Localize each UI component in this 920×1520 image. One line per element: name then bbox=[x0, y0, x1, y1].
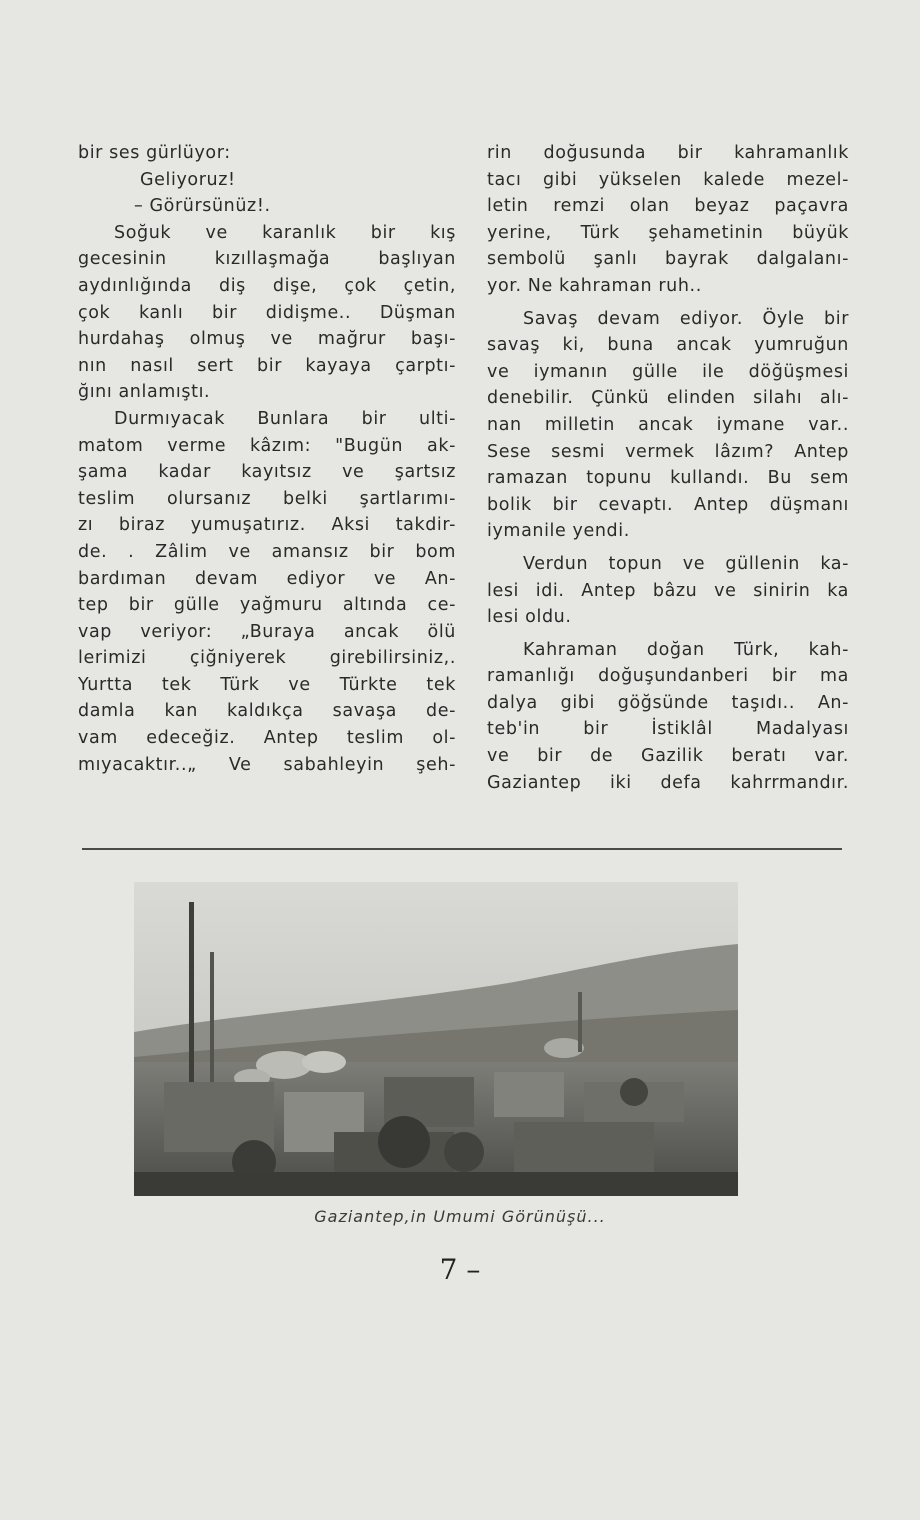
text-line: ğını anlamıştı. bbox=[78, 382, 211, 403]
text-line: ramazan topunu kullandı. Bu sem bbox=[487, 468, 849, 489]
text-line: hurdahaş olmuş ve mağrur başı- bbox=[78, 329, 456, 350]
text-line: ve bir de Gazilik beratı var. bbox=[487, 746, 849, 767]
text-line: nın nasıl sert bir kayaya çarptı- bbox=[78, 355, 456, 376]
paragraph-start-line: Savaş devam ediyor. Öyle bir bbox=[523, 308, 849, 329]
text-line: teslim olursanız belki şartlarımı- bbox=[78, 488, 456, 509]
text-line: lerimizi çiğniyerek girebilirsiniz,. bbox=[78, 648, 456, 669]
text-line: şama kadar kayıtsız ve şartsız bbox=[78, 462, 456, 483]
text-line: bir ses gürlüyor: bbox=[78, 143, 231, 163]
text-line: de. . Zâlim ve amansız bir bom bbox=[78, 541, 456, 562]
photo-caption: Gaziantep,in Umumi Görünüşü... bbox=[314, 1207, 606, 1226]
text-line: rin doğusunda bir kahramanlık bbox=[487, 143, 849, 163]
text-line: savaş ki, buna ancak yumruğun bbox=[487, 335, 849, 356]
text-line: tep bir gülle yağmuru altında ce- bbox=[78, 595, 456, 616]
text-line: vam edeceğiz. Antep teslim ol- bbox=[78, 728, 456, 749]
text-line: denebilir. Çünkü elinden silahı alı- bbox=[487, 388, 849, 409]
text-line: sembolü şanlı bayrak dalgalanı- bbox=[487, 249, 849, 270]
text-line: Yurtta tek Türk ve Türkte tek bbox=[78, 674, 456, 695]
text-line: Geliyoruz! bbox=[140, 169, 236, 190]
text-line: Sese sesmi vermek lâzım? Antep bbox=[487, 441, 849, 462]
right-text-column bbox=[487, 140, 849, 796]
text-line: vap veriyor: „Buraya ancak ölü bbox=[78, 621, 456, 642]
paragraph-start-line: Durmıyacak Bunlara bir ulti- bbox=[114, 408, 456, 429]
text-line: çok kanlı bir didişme.. Düşman bbox=[78, 302, 456, 323]
city-panorama-photo bbox=[134, 882, 738, 1196]
text-line: bardıman devam ediyor ve An- bbox=[78, 568, 456, 589]
text-line: nan milletin ancak iymane var.. bbox=[487, 414, 849, 435]
section-divider bbox=[82, 848, 842, 850]
paragraph-start-line: Verdun topun ve güllenin ka- bbox=[523, 553, 849, 574]
text-line: ve iymanın gülle ile döğüşmesi bbox=[487, 361, 849, 382]
paragraph-start-line: Soğuk ve karanlık bir kış bbox=[114, 222, 456, 243]
paragraph-start-line: Kahraman doğan Türk, kah- bbox=[523, 639, 849, 660]
text-line: lesi idi. Antep bâzu ve sinirin ka bbox=[487, 580, 849, 601]
text-line: – Görürsünüz!. bbox=[134, 196, 271, 217]
text-line: aydınlığında diş dişe, çok çetin, bbox=[78, 275, 456, 296]
text-line: letin remzi olan beyaz paçavra bbox=[487, 196, 849, 217]
text-line: yerine, Türk şehametinin büyük bbox=[487, 222, 849, 243]
text-line: dalya gibi göğsünde taşıdı.. An- bbox=[487, 692, 849, 713]
text-line: zı biraz yumuşatırız. Aksi takdir- bbox=[78, 515, 456, 536]
text-line: Gaziantep iki defa kahrrmandır. bbox=[487, 772, 849, 793]
text-line: mıyacaktır..„ Ve sabahleyin şeh- bbox=[78, 754, 456, 775]
text-line: yor. Ne kahraman ruh.. bbox=[487, 275, 702, 296]
text-line: ramanlığı doğuşundanberi bir ma bbox=[487, 666, 849, 687]
text-line: iymanile yendi. bbox=[487, 521, 630, 542]
text-line: lesi oldu. bbox=[487, 607, 572, 628]
text-line: gecesinin kızıllaşmağa başlıyan bbox=[78, 249, 456, 270]
text-line: tacı gibi yükselen kalede mezel- bbox=[487, 169, 849, 190]
page-number: 7 – bbox=[439, 1253, 481, 1286]
text-line: teb'in bir İstiklâl Madalyası bbox=[487, 719, 849, 740]
text-line: damla kan kaldıkça savaşa de- bbox=[78, 701, 456, 722]
left-text-column bbox=[78, 140, 456, 778]
text-line: matom verme kâzım: "Bugün ak- bbox=[78, 435, 456, 456]
text-line: bolik bir cevaptı. Antep düşmanı bbox=[487, 494, 849, 515]
